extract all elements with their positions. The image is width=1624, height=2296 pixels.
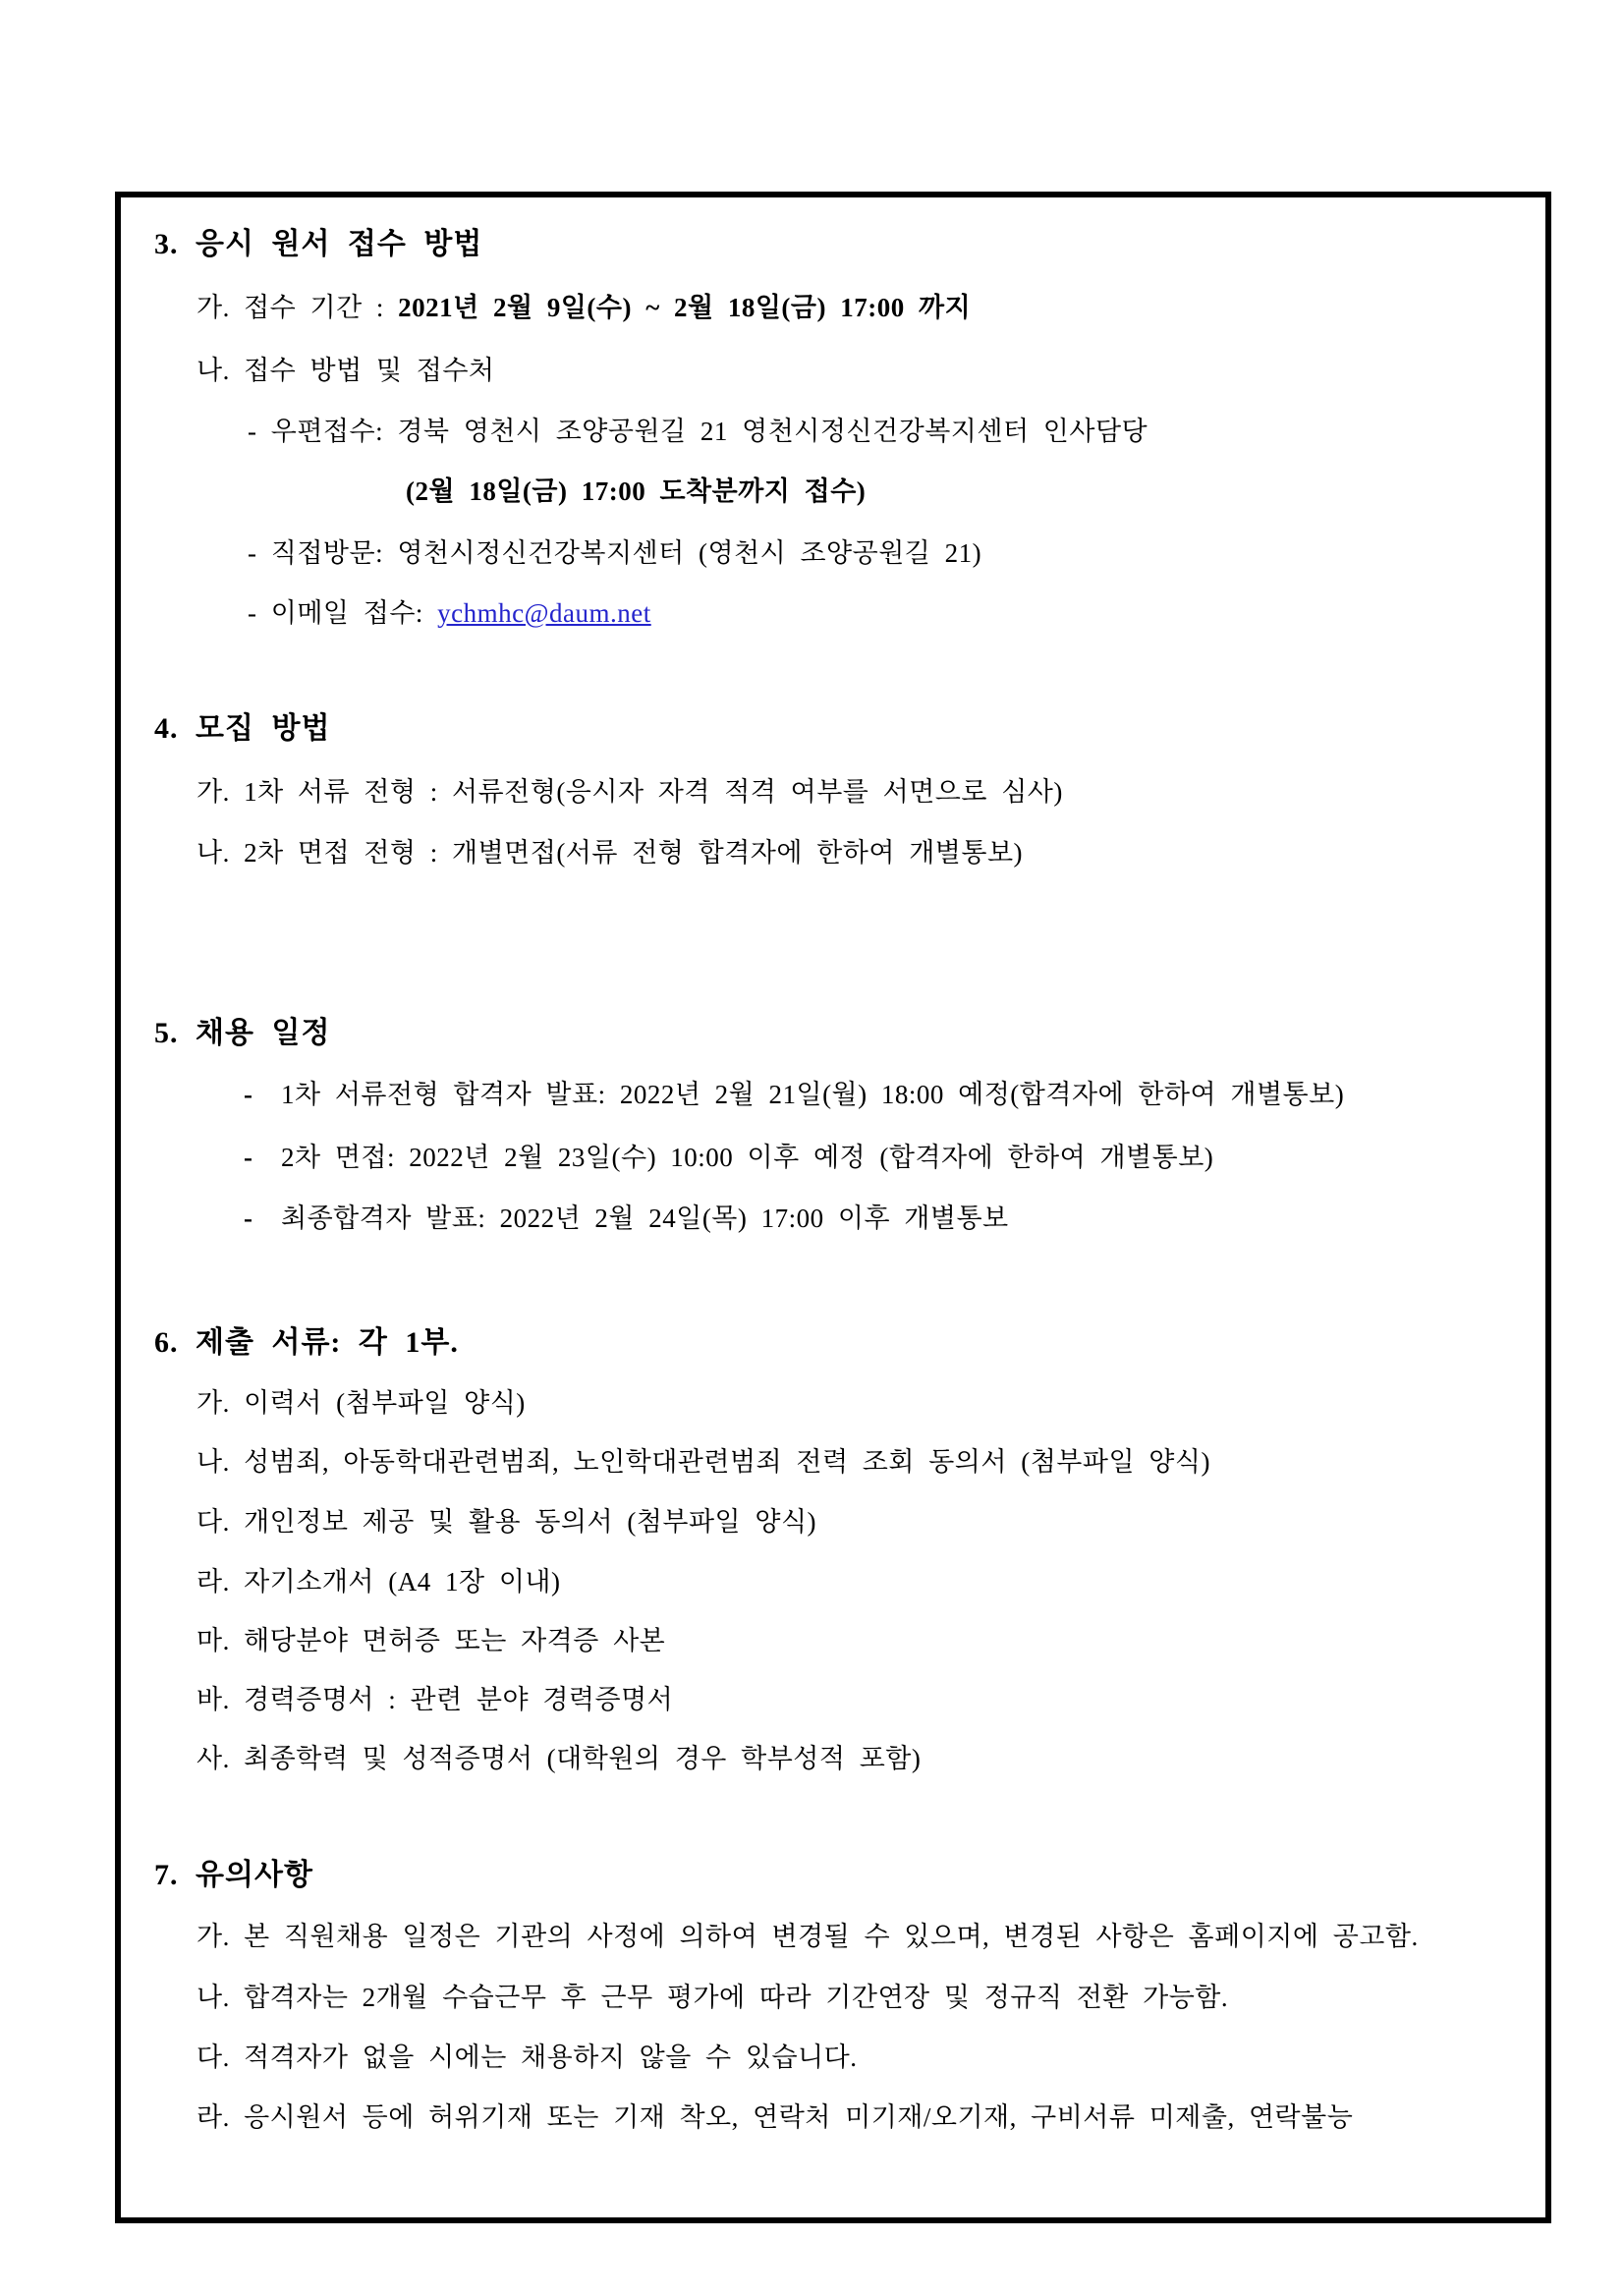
- visit-reception-line: - 직접방문: 영천시정신건강복지센터 (영천시 조양공원길 21): [248, 538, 982, 568]
- email-reception-line: [248, 597, 651, 631]
- section-5-heading: 5. 채용 일정: [154, 1017, 331, 1049]
- schedule-item-1-text: 1차 서류전형 합격자 발표: 2022년 2월 21일(월) 18:00 예정(합격자에 한하여 개별통보): [281, 1080, 1345, 1109]
- schedule-item-1: [244, 1079, 1344, 1112]
- schedule-item-3: [244, 1203, 1009, 1236]
- bullet-dash: -: [244, 1143, 253, 1172]
- document-item-6: 바. 경력증명서 : 관련 분야 경력증명서: [196, 1685, 674, 1714]
- section-3-heading: 3. 응시 원서 접수 방법: [154, 228, 483, 260]
- first-screening-line: 가. 1차 서류 전형 : 서류전형(응시자 자격 적격 여부를 서면으로 심사): [196, 777, 1063, 807]
- postal-reception-line: - 우편접수: 경북 영천시 조양공원길 21 영천시정신건강복지센터 인사담당: [248, 417, 1148, 446]
- email-reception-prefix: - 이메일 접수:: [248, 598, 438, 628]
- section-6-heading: 6. 제출 서류: 각 1부.: [154, 1326, 459, 1359]
- schedule-item-3-text: 최종합격자 발표: 2022년 2월 24일(목) 17:00 이후 개별통보: [281, 1204, 1009, 1233]
- postal-deadline-line: (2월 18일(금) 17:00 도착분까지 접수): [406, 476, 867, 506]
- notice-item-2: 나. 합격자는 2개월 수습근무 후 근무 평가에 따라 기간연장 및 정규직 전환 가능함.: [196, 1983, 1229, 2012]
- notice-item-3: 다. 적격자가 없을 시에는 채용하지 않을 수 있습니다.: [196, 2043, 858, 2072]
- document-item-7: 사. 최종학력 및 성적증명서 (대학원의 경우 학부성적 포함): [196, 1744, 922, 1773]
- reception-method-title: 나. 접수 방법 및 접수처: [196, 356, 495, 385]
- document-item-5: 마. 해당분야 면허증 또는 자격증 사본: [196, 1626, 666, 1655]
- reception-period-line: [196, 292, 971, 325]
- notice-item-1: 가. 본 직원채용 일정은 기관의 사정에 의하여 변경될 수 있으며, 변경된 사항은 홈페이지에 공고함.: [196, 1922, 1419, 1951]
- email-link[interactable]: ychmhc@daum.net: [437, 598, 651, 628]
- section-7-heading: 7. 유의사항: [154, 1859, 313, 1891]
- notice-item-4: 라. 응시원서 등에 허위기재 또는 기재 착오, 연락처 미기재/오기재, 구비서류 미제출, 연락불능: [196, 2102, 1354, 2132]
- document-item-2: 나. 성범죄, 아동학대관련범죄, 노인학대관련범죄 전력 조회 동의서 (첨부파일 양식): [196, 1447, 1210, 1477]
- bullet-dash: -: [244, 1080, 253, 1109]
- section-4-heading: 4. 모집 방법: [154, 712, 331, 745]
- reception-period-value: 2021년 2월 9일(수) ~ 2월 18일(금) 17:00 까지: [398, 293, 972, 322]
- schedule-item-2-text: 2차 면접: 2022년 2월 23일(수) 10:00 이후 예정 (합격자에 한하여 개별통보): [281, 1143, 1214, 1172]
- document-item-1: 가. 이력서 (첨부파일 양식): [196, 1388, 526, 1418]
- bullet-dash: -: [244, 1204, 253, 1233]
- second-screening-line: 나. 2차 면접 전형 : 개별면접(서류 전형 합격자에 한하여 개별통보): [196, 838, 1024, 868]
- document-item-4: 라. 자기소개서 (A4 1장 이내): [196, 1567, 561, 1596]
- reception-period-prefix: 가. 접수 기간 :: [196, 293, 399, 322]
- schedule-item-2: [244, 1142, 1213, 1175]
- document-item-3: 다. 개인정보 제공 및 활용 동의서 (첨부파일 양식): [196, 1507, 817, 1537]
